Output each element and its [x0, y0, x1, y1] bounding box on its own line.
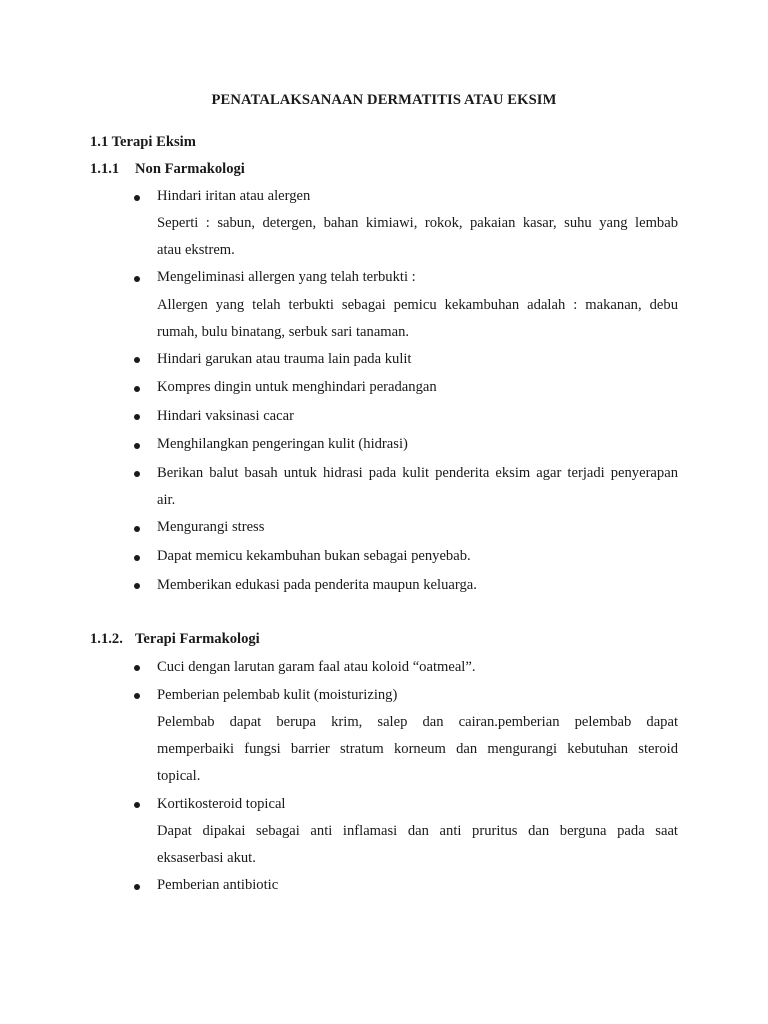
- bullet-icon: [134, 414, 142, 422]
- section-heading-terapi-farmakologi: [90, 631, 260, 648]
- bullet-icon: [134, 276, 142, 284]
- bullet-icon: [134, 195, 142, 203]
- bullet-icon: [134, 802, 142, 810]
- list-item-detail: atau ekstrem.: [157, 242, 235, 258]
- section-number: 1.1: [90, 134, 109, 150]
- list-item: Hindari vaksinasi cacar: [157, 408, 294, 424]
- section-number: 1.1.2.: [90, 631, 123, 647]
- list-item: Menghilangkan pengeringan kulit (hidrasi): [157, 436, 408, 452]
- list-item: Kompres dingin untuk menghindari peradangan: [157, 379, 437, 395]
- list-item-detail: eksaserbasi akut.: [157, 850, 256, 866]
- list-item: Mengurangi stress: [157, 519, 265, 535]
- bullet-icon: [134, 884, 142, 892]
- list-item: Berikan balut basah untuk hidrasi pada kulit penderita eksim agar terjadi penyerapan: [157, 465, 678, 481]
- list-item: Pemberian antibiotic: [157, 877, 279, 893]
- section-number: 1.1.1: [90, 161, 120, 177]
- list-item: Kortikosteroid topical: [157, 796, 286, 812]
- list-item-detail: Pelembab dapat berupa krim, salep dan cairan.pemberian pelembab dapat: [157, 714, 678, 730]
- bullet-icon: [134, 357, 142, 365]
- section-heading-terapi-eksim: [90, 134, 196, 151]
- section-heading-non-farmakologi: [90, 161, 245, 178]
- list-item-detail: Allergen yang telah terbukti sebagai pemicu kekambuhan adalah : makanan, debu: [157, 297, 678, 313]
- list-item-detail: Dapat dipakai sebagai anti inflamasi dan anti pruritus dan berguna pada saat: [157, 823, 678, 839]
- bullet-icon: [134, 526, 142, 534]
- list-item: Mengeliminasi allergen yang telah terbukti :: [157, 269, 416, 285]
- bullet-icon: [134, 583, 142, 591]
- bullet-icon: [134, 386, 142, 394]
- list-item-detail: Seperti : sabun, detergen, bahan kimiawi, rokok, pakaian kasar, suhu yang lembab: [157, 215, 678, 231]
- document-title: PENATALAKSANAAN DERMATITIS ATAU EKSIM: [211, 92, 557, 108]
- list-item: Cuci dengan larutan garam faal atau koloid “oatmeal”.: [157, 659, 476, 675]
- bullet-icon: [134, 443, 142, 451]
- section-label: Terapi Farmakologi: [135, 631, 260, 647]
- list-item: Pemberian pelembab kulit (moisturizing): [157, 687, 398, 703]
- section-label: Non Farmakologi: [135, 161, 245, 177]
- list-item-detail: topical.: [157, 768, 201, 784]
- bullet-icon: [134, 665, 142, 673]
- bullet-icon: [134, 555, 142, 563]
- list-item: Memberikan edukasi pada penderita maupun keluarga.: [157, 577, 477, 593]
- list-item-detail: rumah, bulu binatang, serbuk sari tanaman.: [157, 324, 410, 340]
- list-item-detail: memperbaiki fungsi barrier stratum korneum dan mengurangi kebutuhan steroid: [157, 741, 678, 757]
- list-item: Hindari iritan atau alergen: [157, 188, 311, 204]
- bullet-icon: [134, 693, 142, 701]
- list-item: Dapat memicu kekambuhan bukan sebagai penyebab.: [157, 548, 471, 564]
- list-item: Hindari garukan atau trauma lain pada kulit: [157, 351, 412, 367]
- list-item-continuation: air.: [157, 492, 176, 508]
- bullet-icon: [134, 471, 142, 479]
- section-label: Terapi Eksim: [111, 134, 196, 150]
